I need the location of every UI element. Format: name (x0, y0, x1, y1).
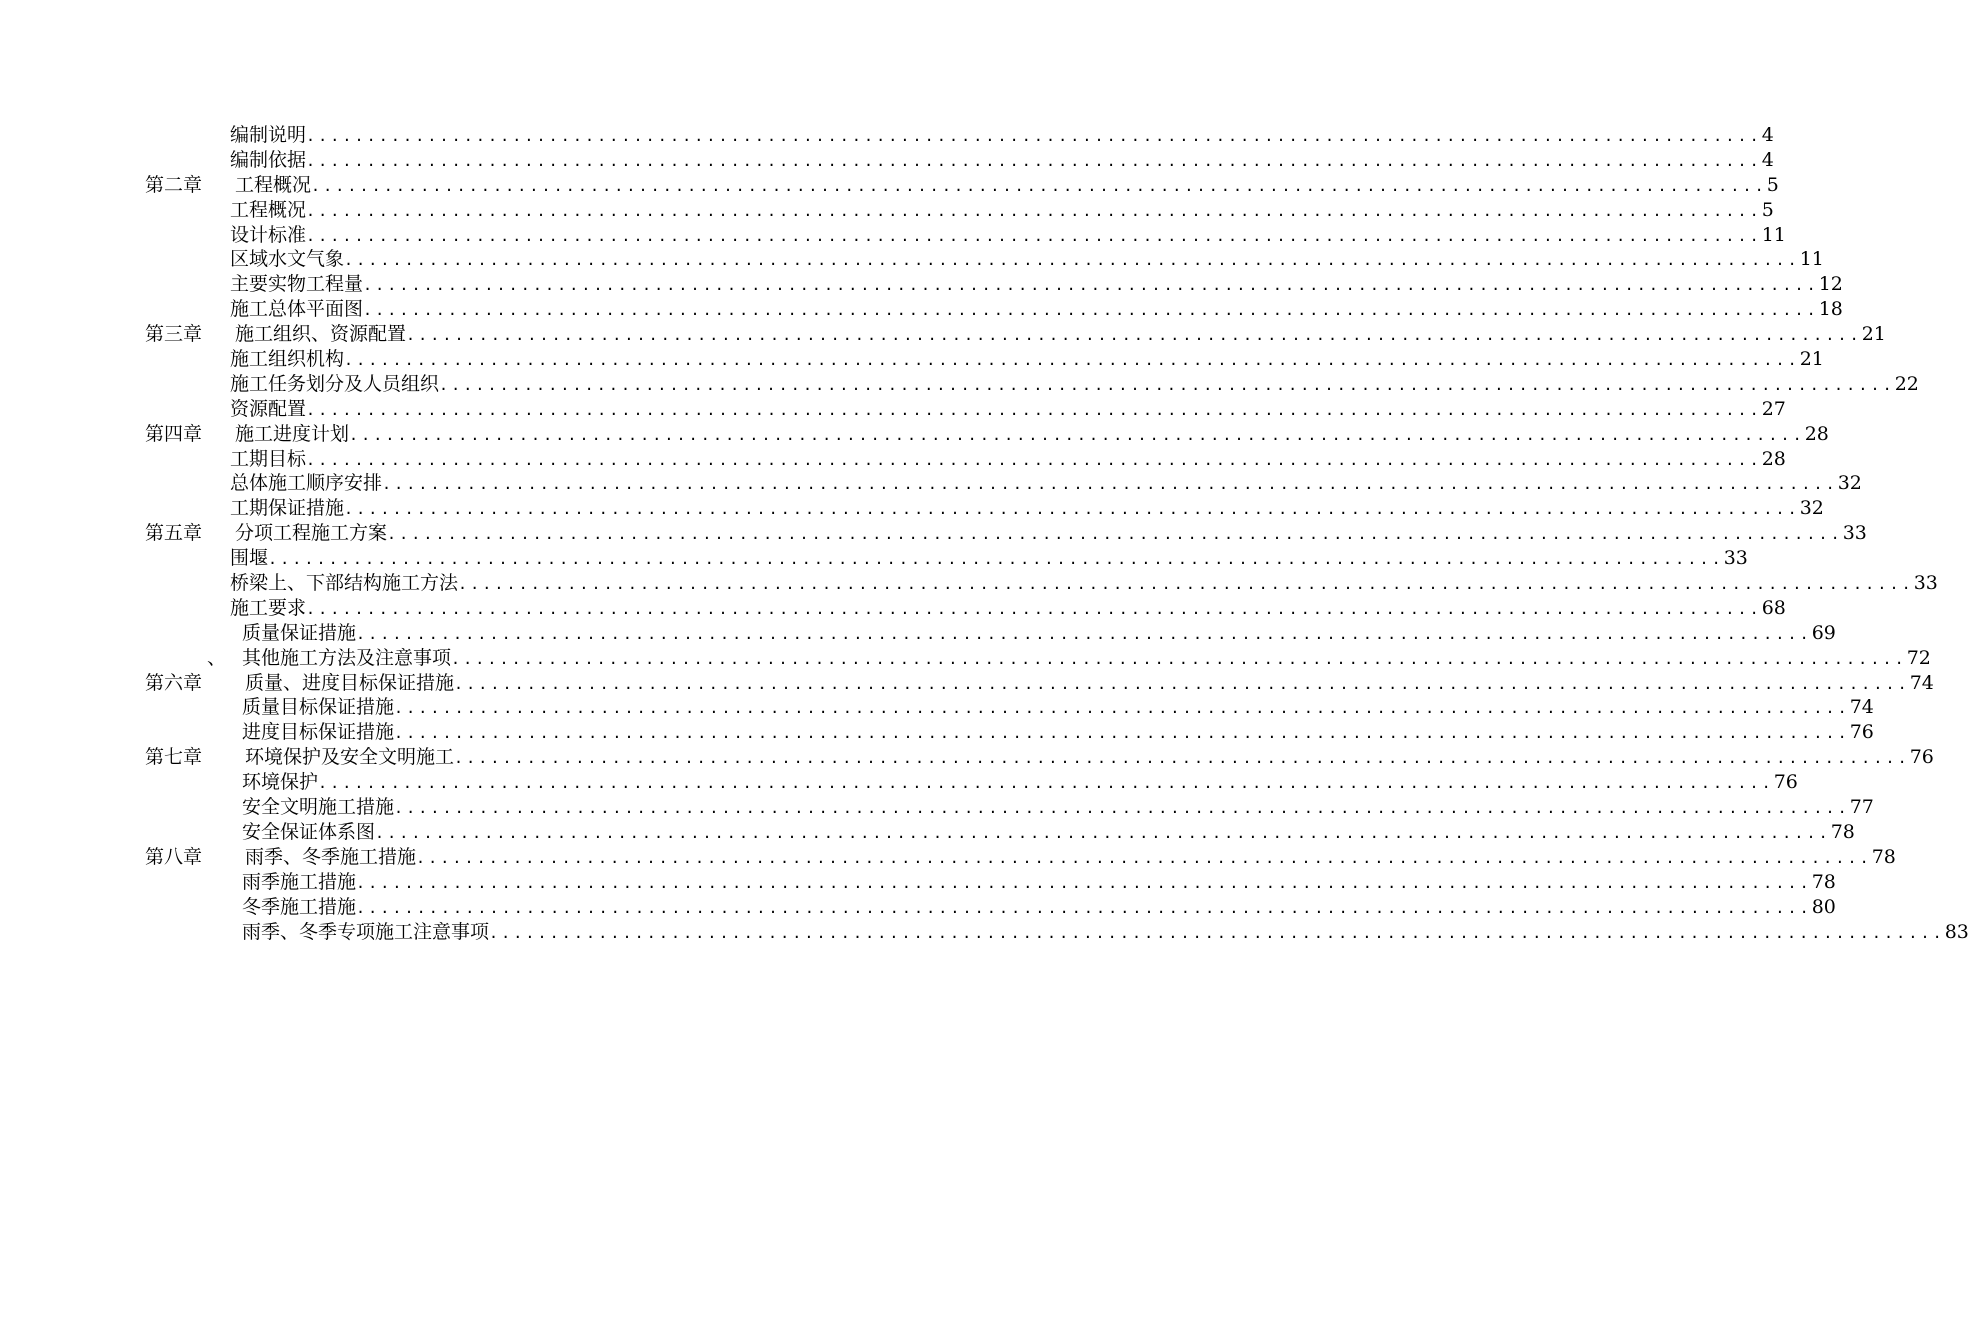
dot-leader: ........................................................................................................................ (306, 599, 1762, 618)
toc-page-number: 5 (1766, 173, 1779, 196)
toc-page-number: 76 (1849, 721, 1874, 744)
toc-line (0, 148, 1774, 173)
toc-line (0, 422, 1829, 447)
toc-page-number: 74 (1849, 696, 1874, 719)
toc-entry-title: 主要实物工程量 (230, 273, 364, 296)
toc-line (0, 347, 1824, 372)
toc-prefix-mark: 、 (207, 646, 227, 669)
toc-line (0, 646, 1931, 671)
toc-entry-title: 其他施工方法及注意事项 (242, 646, 452, 669)
toc-entry-title: 安全文明施工措施 (242, 796, 395, 819)
toc-entry-title: 施工总体平面图 (230, 298, 364, 321)
toc-entry[interactable] (235, 422, 1829, 448)
toc-page-number: 33 (1842, 522, 1867, 545)
toc-entry-title: 工程概况 (235, 173, 312, 196)
dot-leader: ........................................................................................................................ (416, 848, 1872, 867)
toc-entry[interactable] (242, 720, 1874, 746)
toc-line (0, 720, 1874, 745)
toc-chapter-label: 第七章 (145, 746, 203, 769)
dot-leader: ........................................................................................................................ (489, 923, 1945, 942)
toc-page-number: 12 (1818, 273, 1843, 296)
toc-entry[interactable] (242, 646, 1931, 672)
toc-chapter-label: 第八章 (145, 845, 203, 868)
toc-entry[interactable] (242, 695, 1874, 721)
toc-entry[interactable] (242, 795, 1874, 821)
toc-entry[interactable] (230, 223, 1786, 249)
toc-chapter-label: 第三章 (145, 323, 203, 346)
toc-entry[interactable] (242, 621, 1836, 647)
toc-entry[interactable] (230, 496, 1824, 522)
dot-leader: ........................................................................................................................ (406, 326, 1862, 345)
toc-line (0, 372, 1919, 397)
dot-leader: ........................................................................................................................ (356, 873, 1812, 892)
toc-line (0, 322, 1886, 347)
toc-entry[interactable] (230, 247, 1824, 273)
toc-entry[interactable] (230, 272, 1843, 298)
toc-page-number: 76 (1773, 771, 1798, 794)
toc-page-number: 76 (1909, 746, 1934, 769)
toc-entry-title: 质量目标保证措施 (242, 696, 395, 719)
toc-line (0, 671, 1934, 696)
toc-entry-title: 桥梁上、下部结构施工方法 (230, 572, 459, 595)
toc-chapter-label: 第四章 (145, 422, 203, 445)
toc-entry[interactable] (230, 198, 1774, 224)
toc-line (0, 521, 1867, 546)
toc-line (0, 745, 1934, 770)
toc-entry-title: 施工进度计划 (235, 422, 350, 445)
toc-entry-title: 施工要求 (230, 596, 307, 619)
toc-page-number: 32 (1837, 472, 1862, 495)
dot-leader: ........................................................................................................................ (306, 400, 1762, 419)
toc-page-number: 11 (1799, 248, 1824, 271)
toc-entry[interactable] (245, 671, 1934, 697)
toc-entry-title: 施工组织、资源配置 (235, 323, 407, 346)
toc-line (0, 870, 1836, 895)
toc-line (0, 272, 1843, 297)
dot-leader: ........................................................................................................................ (375, 823, 1831, 842)
toc-entry[interactable] (230, 471, 1862, 497)
toc-line (0, 820, 1855, 845)
toc-entry[interactable] (242, 895, 1836, 921)
toc-page-number: 68 (1761, 596, 1786, 619)
toc-entry[interactable] (242, 820, 1855, 846)
toc-entry-title: 进度目标保证措施 (242, 721, 395, 744)
toc-line (0, 173, 1779, 198)
toc-page-number: 78 (1830, 820, 1855, 843)
toc-line (0, 621, 1836, 646)
dot-leader: ........................................................................................................................ (394, 699, 1850, 718)
toc-line (0, 123, 1774, 148)
dot-leader: ........................................................................................................................ (311, 176, 1767, 195)
toc-chapter-label: 第六章 (145, 671, 203, 694)
dot-leader: ........................................................................................................................ (306, 127, 1762, 145)
toc-chapter-label: 第二章 (145, 173, 203, 196)
dot-leader: ........................................................................................................................ (394, 724, 1850, 743)
dot-leader: ........................................................................................................................ (451, 649, 1907, 668)
toc-page-number: 69 (1811, 621, 1836, 644)
toc-page-number: 27 (1761, 397, 1786, 420)
toc-page-number: 33 (1913, 572, 1938, 595)
toc-line (0, 471, 1862, 496)
toc-line (0, 198, 1774, 223)
toc-entry-title: 施工组织机构 (230, 348, 345, 371)
toc-page-number: 4 (1761, 148, 1774, 171)
toc-entry[interactable] (230, 297, 1843, 323)
toc-entry[interactable] (230, 397, 1786, 423)
toc-page-number: 32 (1799, 497, 1824, 520)
toc-entry-title: 资源配置 (230, 397, 307, 420)
dot-leader: ........................................................................................................................ (349, 425, 1805, 444)
toc-entry-title: 冬季施工措施 (242, 895, 357, 918)
toc-line (0, 496, 1824, 521)
toc-entry-title: 总体施工顺序安排 (230, 472, 383, 495)
toc-page-number: 77 (1849, 796, 1874, 819)
dot-leader: ........................................................................................................................ (306, 151, 1762, 170)
dot-leader: ........................................................................................................................ (363, 301, 1819, 320)
toc-entry[interactable] (242, 870, 1836, 896)
toc-entry-title: 质量保证措施 (242, 621, 357, 644)
toc-entry-title: 雨季、冬季专项施工注意事项 (242, 920, 490, 943)
dot-leader: ........................................................................................................................ (344, 251, 1800, 270)
toc-page-number: 11 (1761, 223, 1786, 246)
dot-leader: ........................................................................................................................ (458, 575, 1914, 594)
toc-entry[interactable] (245, 845, 1896, 871)
toc-entry-title: 设计标准 (230, 223, 307, 246)
toc-entry[interactable] (230, 596, 1786, 622)
toc-entry[interactable] (235, 173, 1779, 199)
dot-leader: ........................................................................................................................ (268, 550, 1724, 569)
dot-leader: ........................................................................................................................ (356, 624, 1812, 643)
toc-entry[interactable] (230, 571, 1938, 597)
toc-entry[interactable] (242, 920, 1969, 946)
toc-page-number: 21 (1799, 348, 1824, 371)
dot-leader: ........................................................................................................................ (356, 898, 1812, 917)
dot-leader: ........................................................................................................................ (394, 799, 1850, 818)
toc-line (0, 770, 1798, 795)
toc-entry-title: 施工任务划分及人员组织 (230, 372, 440, 395)
toc-page-number: 80 (1811, 895, 1836, 918)
toc-entry[interactable] (230, 546, 1748, 572)
toc-entry-title: 分项工程施工方案 (235, 522, 388, 545)
toc-entry-title: 编制依据 (230, 148, 307, 171)
toc-entry[interactable] (230, 447, 1786, 473)
dot-leader: ........................................................................................................................ (306, 450, 1762, 469)
dot-leader: ........................................................................................................................ (318, 774, 1774, 793)
toc-line (0, 297, 1843, 322)
toc-page-number: 72 (1906, 646, 1931, 669)
dot-leader: ........................................................................................................................ (363, 276, 1819, 295)
toc-page-number: 33 (1723, 547, 1748, 570)
dot-leader: ........................................................................................................................ (454, 749, 1910, 768)
toc-entry-title: 工期目标 (230, 447, 307, 470)
toc-entry-title: 雨季施工措施 (242, 870, 357, 893)
toc-entry-title: 安全保证体系图 (242, 820, 376, 843)
toc-page-number: 21 (1861, 323, 1886, 346)
toc-entry-title: 质量、进度目标保证措施 (245, 671, 455, 694)
toc-entry-title: 工程概况 (230, 198, 307, 221)
toc-page-number: 18 (1818, 298, 1843, 321)
toc-page-number: 28 (1761, 447, 1786, 470)
toc-entry-title: 编制说明 (230, 124, 307, 146)
toc-entry[interactable] (230, 372, 1919, 398)
toc-line (0, 845, 1896, 870)
toc-entry-title: 工期保证措施 (230, 497, 345, 520)
dot-leader: ........................................................................................................................ (344, 500, 1800, 519)
toc-entry-title: 围堰 (230, 547, 269, 570)
dot-leader: ........................................................................................................................ (306, 201, 1762, 220)
toc-entry[interactable] (235, 521, 1867, 547)
toc-chapter-label: 第五章 (145, 522, 203, 545)
dot-leader: ........................................................................................................................ (439, 375, 1895, 394)
toc-line (0, 571, 1938, 596)
dot-leader: ........................................................................................................................ (306, 226, 1762, 245)
dot-leader: ........................................................................................................................ (454, 674, 1910, 693)
toc-entry[interactable] (245, 745, 1934, 771)
toc-line (0, 447, 1786, 472)
toc-entry-title: 雨季、冬季施工措施 (245, 845, 417, 868)
toc-entry-title: 区域水文气象 (230, 248, 345, 271)
toc-line (0, 223, 1786, 248)
toc-page-number: 4 (1761, 124, 1774, 146)
toc-page-number: 78 (1811, 870, 1836, 893)
toc-line (0, 795, 1874, 820)
toc-line (0, 895, 1836, 920)
dot-leader: ........................................................................................................................ (387, 525, 1843, 544)
toc-page-number: 5 (1761, 198, 1774, 221)
dot-leader: ........................................................................................................................ (382, 475, 1838, 494)
toc-entry-title: 环境保护及安全文明施工 (245, 746, 455, 769)
toc-entry[interactable] (230, 148, 1774, 174)
toc-entry-title: 环境保护 (242, 771, 319, 794)
toc-page-number: 78 (1871, 845, 1896, 868)
toc-line (0, 920, 1969, 945)
toc-line (0, 247, 1824, 272)
toc-page-number: 22 (1894, 372, 1919, 395)
toc-entry[interactable] (235, 322, 1886, 348)
toc-page-number: 74 (1909, 671, 1934, 694)
dot-leader: ........................................................................................................................ (344, 351, 1800, 370)
toc-line (0, 546, 1748, 571)
toc-line (0, 596, 1786, 621)
toc-line (0, 397, 1786, 422)
toc-page-number: 28 (1804, 422, 1829, 445)
toc-entry[interactable] (242, 770, 1798, 796)
toc-page-number: 83 (1944, 920, 1969, 943)
toc-entry[interactable] (230, 347, 1824, 373)
toc-line (0, 695, 1874, 720)
toc-entry[interactable] (230, 123, 1774, 149)
table-of-contents (0, 123, 1969, 944)
